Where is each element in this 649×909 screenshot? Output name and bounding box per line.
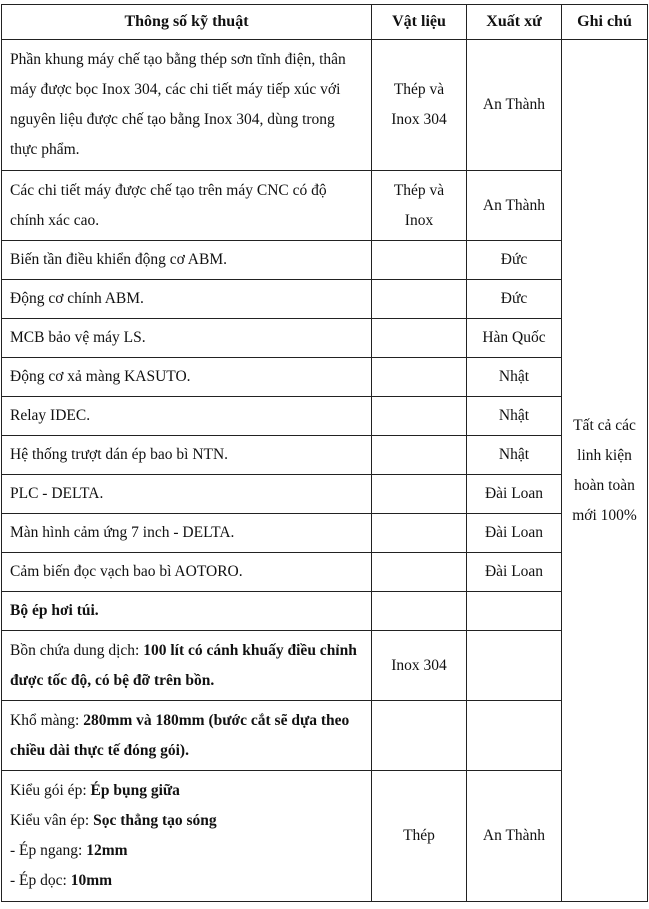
spec-label: Kiểu vân ép:: [10, 812, 94, 829]
spec-label: Kiểu gói ép:: [10, 782, 91, 799]
material-cell: Thép: [372, 771, 467, 902]
table-row: [2, 40, 648, 171]
spec-cell: Hệ thống trượt dán ép bao bì NTN.: [2, 436, 372, 475]
spec-table: [1, 4, 648, 902]
material-cell: [372, 319, 467, 358]
spec-bold-text: Sọc thẳng tạo sóng: [93, 812, 217, 829]
spec-cell: Các chi tiết máy được chế tạo trên máy CNC có độ chính xác cao.: [2, 171, 372, 241]
spec-cell: [2, 631, 372, 701]
origin-cell: Nhật: [467, 358, 562, 397]
spec-cell: Màn hình cảm ứng 7 inch - DELTA.: [2, 514, 372, 553]
note-cell: Tất cả các linh kiện hoàn toàn mới 100%: [562, 40, 648, 902]
spec-cell: [2, 771, 372, 902]
spec-cell: [2, 701, 372, 771]
table-row: [2, 171, 648, 241]
spec-label: Bồn chứa dung dịch:: [10, 641, 144, 659]
table-row: [2, 280, 648, 319]
material-cell: [372, 241, 467, 280]
spec-cell: [2, 592, 372, 631]
origin-cell: An Thành: [467, 171, 562, 241]
material-cell: Thép và Inox 304: [372, 40, 467, 171]
spec-bold-text: 12mm: [86, 842, 128, 859]
spec-label: Khổ màng:: [10, 711, 84, 729]
origin-cell: Đức: [467, 280, 562, 319]
header-row: [2, 5, 648, 40]
spec-cell: Biến tần điều khiển động cơ ABM.: [2, 241, 372, 280]
spec-line: [10, 836, 363, 866]
material-cell: [372, 592, 467, 631]
spec-line: [10, 806, 363, 836]
table-row: [2, 631, 648, 701]
table-row: [2, 358, 648, 397]
material-cell: [372, 475, 467, 514]
origin-cell: Đài Loan: [467, 514, 562, 553]
header-origin: Xuất xứ: [467, 5, 562, 40]
spec-line: [10, 866, 363, 896]
table-row: [2, 553, 648, 592]
origin-cell: An Thành: [467, 771, 562, 902]
spec-cell: Động cơ xả màng KASUTO.: [2, 358, 372, 397]
material-cell: [372, 553, 467, 592]
spec-cell: PLC - DELTA.: [2, 475, 372, 514]
origin-cell: Nhật: [467, 397, 562, 436]
origin-cell: [467, 631, 562, 701]
material-cell: [372, 280, 467, 319]
spec-bold-text: 10mm: [70, 872, 113, 889]
material-cell: [372, 436, 467, 475]
spec-cell: Cảm biến đọc vạch bao bì AOTORO.: [2, 553, 372, 592]
material-cell: [372, 514, 467, 553]
spec-bold-text: 100 lít có cánh khuấy điều chỉnh được tốc độ, có bệ đỡ trên bồn.: [10, 641, 357, 689]
material-cell: [372, 701, 467, 771]
spec-bold-text: Ép bụng giữa: [90, 782, 180, 799]
table-row: [2, 397, 648, 436]
header-note: Ghi chú: [562, 5, 648, 40]
header-spec: Thông số kỹ thuật: [2, 5, 372, 40]
origin-cell: [467, 592, 562, 631]
origin-cell: [467, 701, 562, 771]
spec-label: - Ép dọc:: [10, 872, 71, 889]
table-row: [2, 319, 648, 358]
table-row: [2, 475, 648, 514]
spec-bold-text: Bộ ép hơi túi.: [10, 602, 99, 619]
origin-cell: Đài Loan: [467, 553, 562, 592]
origin-cell: Hàn Quốc: [467, 319, 562, 358]
spec-cell: MCB bảo vệ máy LS.: [2, 319, 372, 358]
table-row: [2, 701, 648, 771]
material-cell: [372, 397, 467, 436]
header-material: Vật liệu: [372, 5, 467, 40]
table-row: [2, 514, 648, 553]
origin-cell: Đài Loan: [467, 475, 562, 514]
origin-cell: An Thành: [467, 40, 562, 171]
spec-cell: Relay IDEC.: [2, 397, 372, 436]
spec-bold-text: 280mm và 180mm (bước cắt sẽ dựa theo chiều dài thực tế đóng gói).: [10, 711, 350, 759]
table-row: [2, 592, 648, 631]
origin-cell: Nhật: [467, 436, 562, 475]
table-row: [2, 436, 648, 475]
spec-cell: Phần khung máy chế tạo bằng thép sơn tĩnh điện, thân máy được bọc Inox 304, các chi tiết máy tiếp xúc với nguyên liệu được chế tạo bằng Inox 304, dùng trong thực phẩm.: [2, 40, 372, 171]
spec-label: - Ép ngang:: [10, 842, 87, 859]
material-cell: Thép và Inox: [372, 171, 467, 241]
material-cell: Inox 304: [372, 631, 467, 701]
table-row: [2, 771, 648, 902]
spec-cell: Động cơ chính ABM.: [2, 280, 372, 319]
spec-line: [10, 776, 363, 806]
origin-cell: Đức: [467, 241, 562, 280]
table-row: [2, 241, 648, 280]
material-cell: [372, 358, 467, 397]
